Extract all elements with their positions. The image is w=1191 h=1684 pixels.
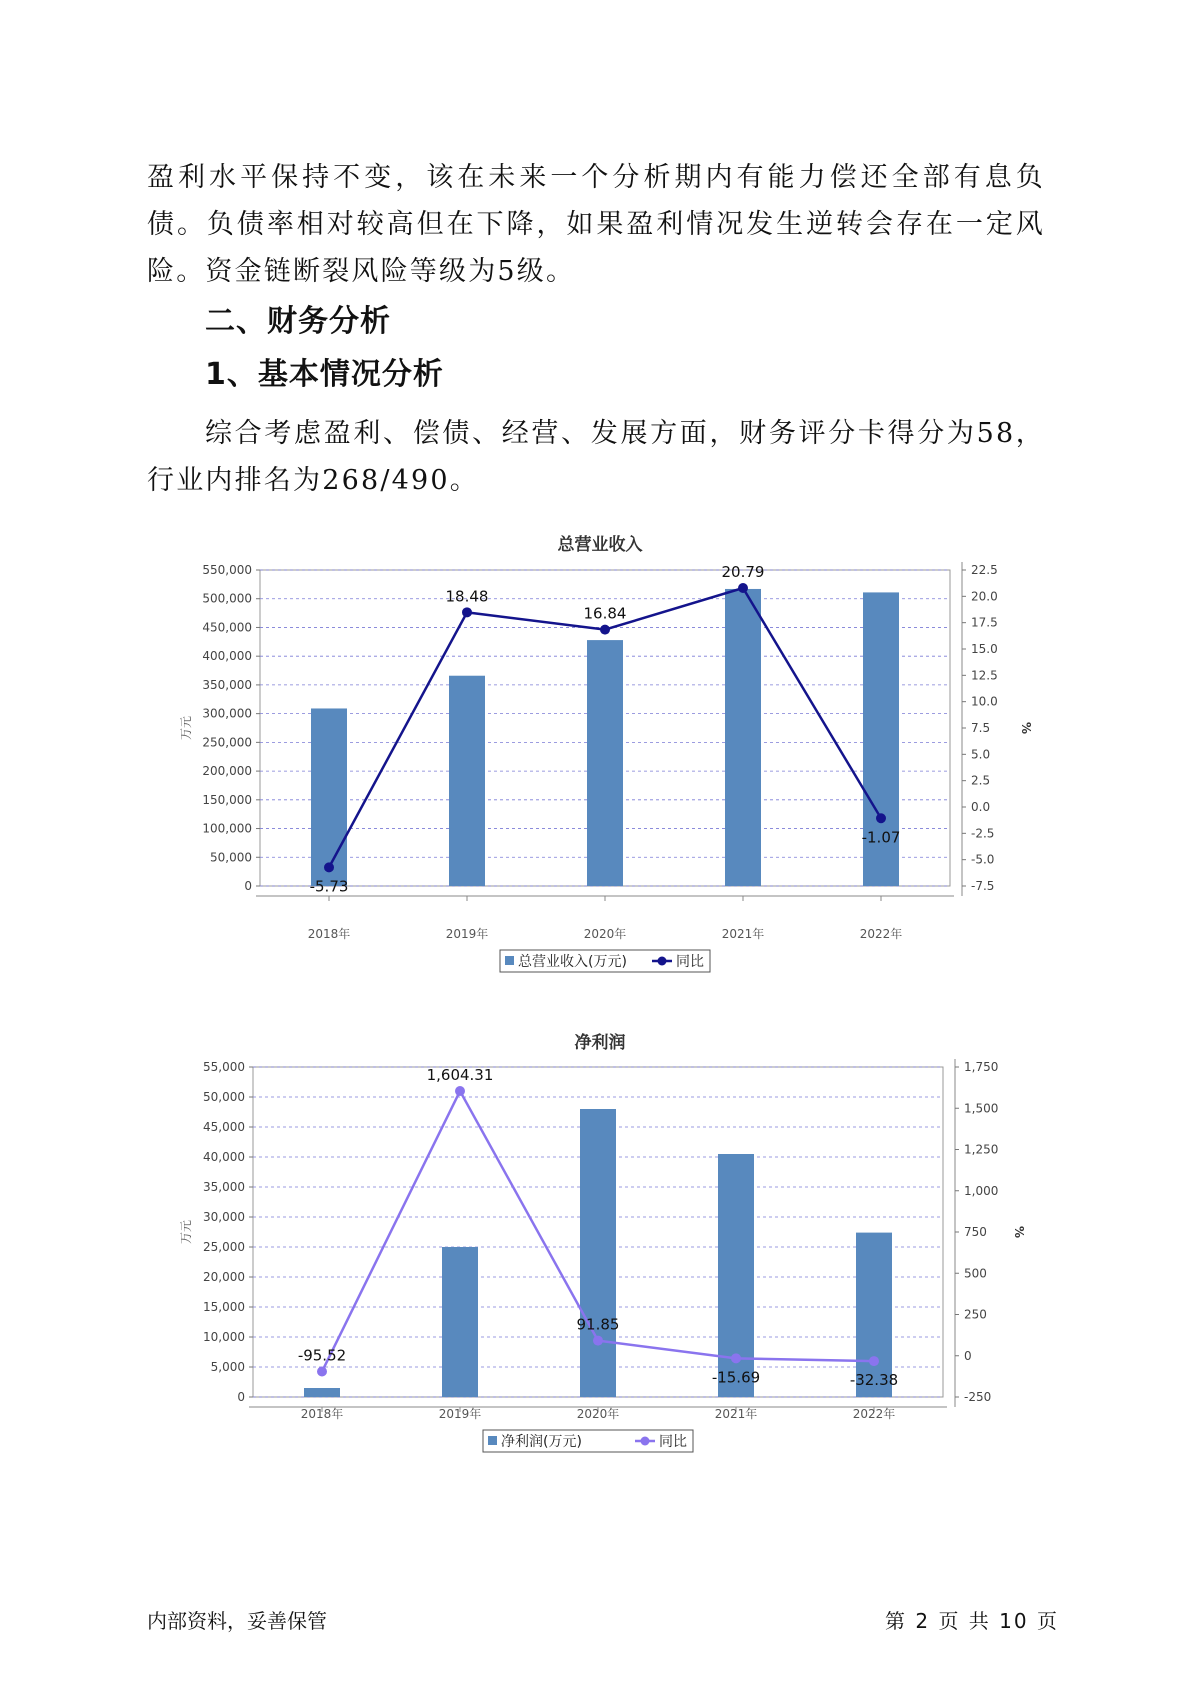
yoy-point <box>600 625 610 635</box>
legend-bar-label: 总营业收入(万元) <box>518 954 627 970</box>
legend-line-label: 同比 <box>676 954 704 970</box>
data-label: -15.69 <box>711 1368 761 1387</box>
y-tick-label: 10,000 <box>203 1330 245 1344</box>
y-tick-label: 55,000 <box>203 1060 245 1074</box>
data-label: 91.85 <box>576 1315 620 1334</box>
chart-title: 总营业收入 <box>557 535 643 555</box>
y2-tick-label: 20.0 <box>971 589 998 604</box>
legend-bar-swatch <box>505 956 514 965</box>
data-label: -32.38 <box>849 1371 899 1390</box>
y2-tick-label: 10.0 <box>971 694 998 709</box>
y2-axis-label: % <box>1019 721 1033 735</box>
y-tick-label: 200,000 <box>202 764 252 779</box>
y-tick-label: 150,000 <box>202 792 252 807</box>
y-tick-label: 45,000 <box>203 1120 245 1134</box>
yoy-point <box>593 1336 603 1346</box>
x-tick-label: 2021年 <box>714 1407 758 1421</box>
x-tick-label: 2018年 <box>300 1407 344 1421</box>
y-tick-label: 250,000 <box>202 735 252 750</box>
y-tick-label: 0 <box>244 879 252 893</box>
y2-tick-label: 750 <box>964 1225 987 1239</box>
intro-paragraph: 盈利水平保持不变，该在未来一个分析期内有能力偿还全部有息负债。负债率相对较高但在下降，如果盈利情况发生逆转会存在一定风险。资金链断裂风险等级为5级。 <box>147 162 1045 287</box>
page-number: 第 2 页 共 10 页 <box>885 1609 1059 1633</box>
bar <box>304 1388 340 1397</box>
yoy-point <box>876 813 886 823</box>
y2-tick-label: 2.5 <box>971 773 991 788</box>
y2-tick-label: 17.5 <box>971 615 998 630</box>
y2-tick-label: 12.5 <box>971 668 998 683</box>
y-tick-label: 5,000 <box>210 1360 245 1374</box>
x-tick-label: 2018年 <box>307 927 351 941</box>
y-axis-label: 万元 <box>179 1219 193 1245</box>
legend-line-marker <box>641 1437 650 1446</box>
score-paragraph: 综合考虑盈利、偿债、经营、发展方面，财务评分卡得分为58，行业内排名为268/490。 <box>147 418 1045 496</box>
x-tick-label: 2019年 <box>438 1407 482 1421</box>
y2-tick-label: 500 <box>964 1266 987 1281</box>
x-tick-label: 2019年 <box>445 927 489 941</box>
y2-axis-label: % <box>1012 1225 1026 1239</box>
data-label: -95.52 <box>297 1346 347 1365</box>
x-tick-label: 2022年 <box>859 927 903 941</box>
y2-tick-label: 15.0 <box>971 642 998 656</box>
subsection-heading: 1、基本情况分析 <box>205 357 444 392</box>
y-tick-label: 25,000 <box>203 1240 245 1254</box>
y-tick-label: 50,000 <box>203 1090 245 1104</box>
yoy-point <box>324 862 334 872</box>
y-axis-label: 万元 <box>179 715 193 741</box>
yoy-point <box>869 1356 879 1366</box>
data-label: 18.48 <box>445 587 489 606</box>
yoy-point <box>462 607 472 617</box>
y-tick-label: 30,000 <box>203 1210 245 1224</box>
bar <box>725 589 761 886</box>
legend-bar-swatch <box>488 1436 497 1445</box>
data-label: 16.84 <box>583 604 627 623</box>
chart-title: 净利润 <box>574 1033 626 1053</box>
bar <box>311 708 347 886</box>
legend-line-label: 同比 <box>659 1434 687 1450</box>
bar <box>449 676 485 886</box>
y2-tick-label: 1,000 <box>964 1183 999 1198</box>
revenue-chart <box>150 522 1050 982</box>
y-tick-label: 35,000 <box>203 1180 245 1194</box>
y2-tick-label: 1,250 <box>964 1142 999 1157</box>
y-tick-label: 0 <box>237 1390 245 1404</box>
x-tick-label: 2020年 <box>576 1407 620 1421</box>
y2-tick-label: 0 <box>964 1348 972 1363</box>
data-label: -5.73 <box>309 877 349 896</box>
data-label: -1.07 <box>861 828 901 847</box>
y2-tick-label: 1,500 <box>964 1101 999 1116</box>
y2-tick-label: -5.0 <box>971 852 995 867</box>
bar <box>442 1247 478 1397</box>
y2-tick-label: 7.5 <box>971 721 991 735</box>
y-tick-label: 350,000 <box>202 677 252 692</box>
y-tick-label: 15,000 <box>203 1300 245 1314</box>
y-tick-label: 300,000 <box>202 706 252 721</box>
section-heading: 二、财务分析 <box>205 304 391 339</box>
legend-bar-label: 净利润(万元) <box>501 1434 582 1450</box>
x-tick-label: 2020年 <box>583 927 627 941</box>
yoy-point <box>738 583 748 593</box>
y2-tick-label: 250 <box>964 1307 987 1322</box>
y2-tick-label: -2.5 <box>971 826 995 841</box>
yoy-point <box>731 1353 741 1363</box>
y-tick-label: 550,000 <box>202 563 252 577</box>
bar <box>580 1109 616 1397</box>
yoy-point <box>317 1367 327 1377</box>
y2-tick-label: 1,750 <box>964 1060 999 1074</box>
y-tick-label: 400,000 <box>202 649 252 664</box>
y-tick-label: 50,000 <box>210 850 252 865</box>
y-tick-label: 40,000 <box>203 1150 245 1164</box>
y2-tick-label: -250 <box>964 1390 992 1404</box>
net-profit-chart-svg <box>150 1020 1050 1490</box>
confidential-note: 内部资料，妥善保管 <box>147 1609 327 1633</box>
x-tick-label: 2021年 <box>721 927 765 941</box>
y-tick-label: 500,000 <box>202 591 252 606</box>
data-label: 20.79 <box>721 563 765 582</box>
yoy-point <box>455 1086 465 1096</box>
y-tick-label: 20,000 <box>203 1270 245 1284</box>
revenue-chart-svg <box>150 522 1050 982</box>
x-tick-label: 2022年 <box>852 1407 896 1421</box>
y2-tick-label: 5.0 <box>971 747 991 762</box>
data-label: 1,604.31 <box>426 1066 494 1085</box>
y2-tick-label: -7.5 <box>971 879 995 893</box>
y2-tick-label: 22.5 <box>971 563 998 577</box>
net-profit-chart <box>150 1020 1050 1490</box>
y-tick-label: 450,000 <box>202 620 252 635</box>
bar <box>587 640 623 886</box>
legend-line-marker <box>658 957 667 966</box>
y-tick-label: 100,000 <box>202 821 252 836</box>
y2-tick-label: 0.0 <box>971 800 991 814</box>
